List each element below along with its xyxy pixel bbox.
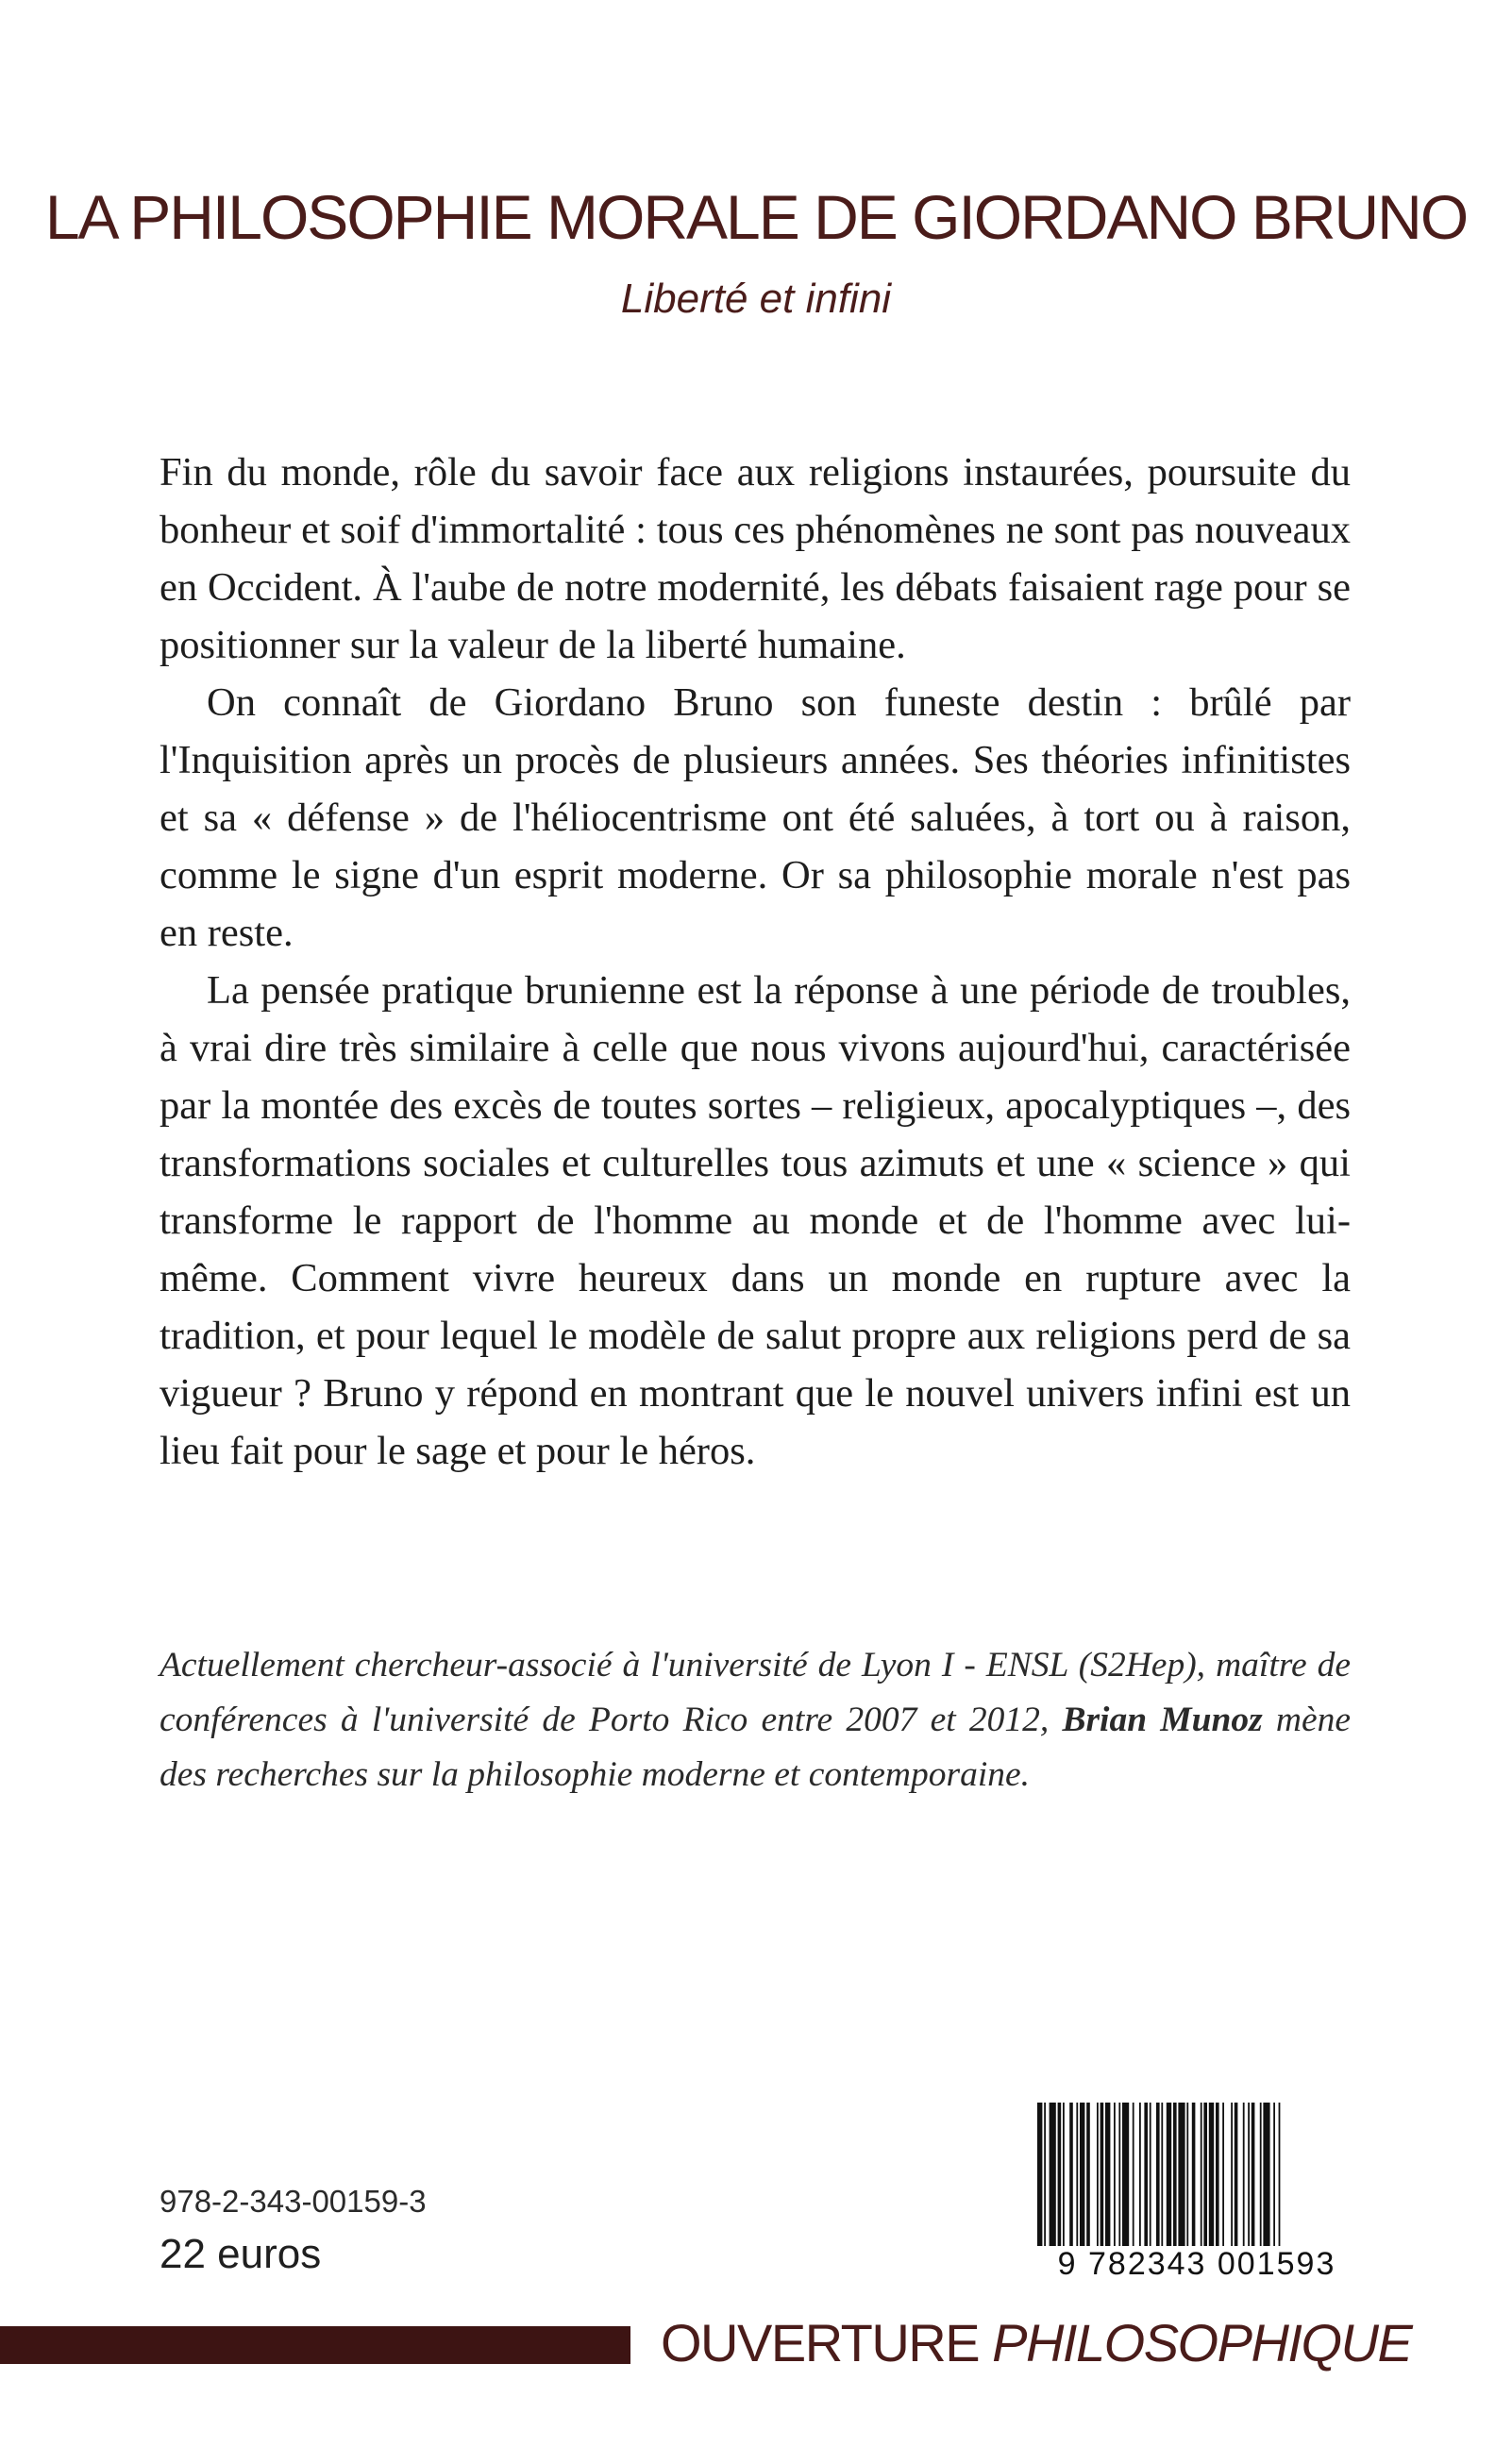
blurb-paragraph: La pensée pratique brunienne est la réponse à une période de troubles, à vrai dire très similaire à celle que nous vivons aujourd'hui, caractérisée par la montée des excès de toutes sortes – religieux, apocalyptiques –, des transformations sociales et culturelles tous azimuts et une « science » qui transforme le rapport de l'homme au monde et de l'homme avec lui-même. Comment vivre heureux dans un monde en rupture avec la tradition, et pour lequel le modèle de salut propre aux religions perd de sa vigueur ? Bruno y répond en montrant que le nouvel univers infini est un lieu fait pour le sage et pour le héros. <box>160 968 1351 1473</box>
barcode-bar <box>1252 2103 1255 2254</box>
barcode-bar <box>1044 2103 1046 2254</box>
price: 22 euros <box>160 2231 322 2277</box>
barcode-bar <box>1122 2103 1129 2254</box>
isbn-number: 978-2-343-00159-3 <box>160 2184 427 2219</box>
barcode-bar <box>1058 2103 1062 2254</box>
series-title-part: OUVERTURE <box>661 2313 993 2372</box>
barcode-bar <box>1260 2103 1262 2254</box>
barcode-bars-icon <box>1032 2103 1362 2254</box>
barcode-bar <box>1186 2103 1188 2254</box>
barcode-bar <box>1167 2103 1171 2254</box>
author-bio <box>160 1638 1351 1802</box>
barcode-bar <box>1279 2103 1281 2254</box>
author-name: Brian Munoz <box>1062 1701 1263 1739</box>
barcode-bar <box>1192 2103 1196 2254</box>
barcode-bar <box>1144 2103 1148 2254</box>
barcode-bar <box>1069 2103 1073 2254</box>
blurb-paragraph: On connaît de Giordano Bruno son funeste destin : brûlé par l'Inquisition après un procès de plusieurs années. Ses théories infinitistes et sa « défense » de l'héliocentrisme ont été saluées, à tort ou à raison, comme le signe d'un esprit moderne. Or sa philosophie morale n'est pas en reste. <box>160 680 1351 955</box>
barcode-bar <box>1231 2103 1233 2254</box>
barcode-bar <box>1161 2103 1163 2254</box>
barcode-bar <box>1209 2103 1214 2254</box>
barcode-bar <box>1156 2103 1160 2254</box>
barcode-bar <box>1118 2103 1120 2254</box>
barcode-bar <box>1050 2103 1056 2254</box>
barcode-bar <box>1201 2103 1202 2254</box>
barcode-digits: 9 782343 001593 <box>1032 2246 1362 2283</box>
barcode-bar <box>1222 2103 1224 2254</box>
barcode-bar <box>1173 2103 1177 2254</box>
barcode-bar <box>1063 2103 1065 2254</box>
series-title-part-italic: PHILOSOPHIQUE <box>992 2313 1412 2372</box>
barcode <box>1032 2103 1362 2291</box>
barcode-bar <box>1216 2103 1219 2254</box>
barcode-bar <box>1037 2103 1042 2254</box>
barcode-bar <box>1243 2103 1245 2254</box>
barcode-bar <box>1178 2103 1184 2254</box>
author-bio-text: mène des recherches sur la philosophie moderne et contemporaine. <box>160 1701 1351 1794</box>
barcode-bar <box>1235 2103 1238 2254</box>
barcode-bar <box>1263 2103 1269 2254</box>
book-title: LA PHILOSOPHIE MORALE DE GIORDANO BRUNO <box>44 182 1468 252</box>
barcode-bar <box>1133 2103 1134 2254</box>
barcode-bar <box>1076 2103 1078 2254</box>
author-bio-text: Actuellement chercheur-associé à l'université de Lyon I - ENSL (S2Hep), maître de conférences à l'université de Porto Rico entre 2007 et 2012, <box>160 1646 1351 1739</box>
blurb-paragraph: Fin du monde, rôle du savoir face aux religions instaurées, poursuite du bonheur et soif d'immortalité : tous ces phénomènes ne sont pas nouveaux en Occident. À l'aube de notre modernité, les débats faisaient rage pour se positionner sur la valeur de la liberté humaine. <box>160 450 1351 667</box>
barcode-bar <box>1139 2103 1141 2254</box>
series-bar <box>0 2326 630 2364</box>
barcode-bar <box>1203 2103 1207 2254</box>
barcode-bar <box>1100 2103 1104 2254</box>
barcode-bar <box>1114 2103 1116 2254</box>
barcode-bar <box>1086 2103 1090 2254</box>
barcode-bar <box>1097 2103 1099 2254</box>
series-title <box>661 2312 1411 2373</box>
barcode-bar <box>1080 2103 1084 2254</box>
barcode-bar <box>1273 2103 1275 2254</box>
barcode-bar <box>1150 2103 1151 2254</box>
book-subtitle: Liberté et infini <box>620 276 892 322</box>
barcode-bar <box>1105 2103 1110 2254</box>
barcode-bar <box>1248 2103 1250 2254</box>
back-cover-blurb <box>160 444 1351 1480</box>
